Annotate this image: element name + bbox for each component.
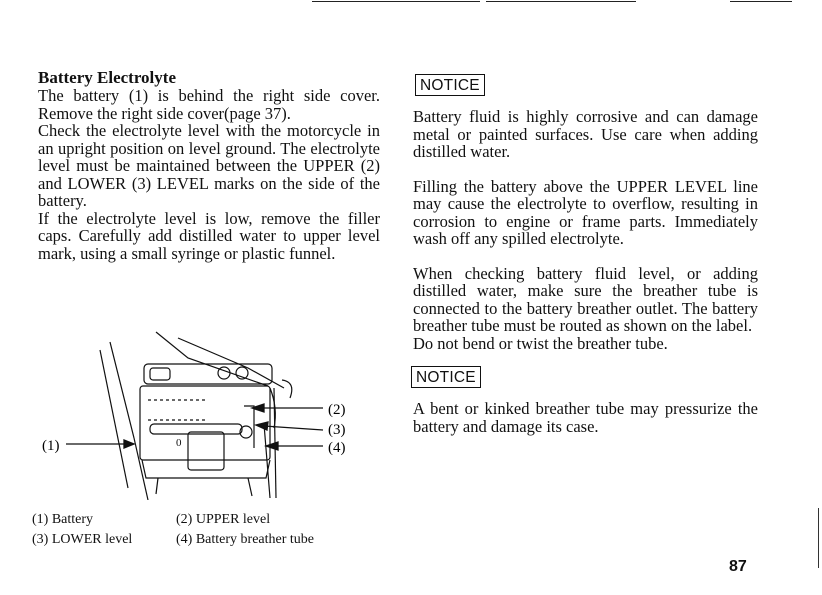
battery-illustration xyxy=(38,328,368,500)
top-rule-left xyxy=(312,1,480,2)
left-paragraph-1: The battery (1) is behind the right side cover. Remove the right side cover(page 37). xyxy=(38,86,380,123)
section-heading: Battery Electrolyte xyxy=(38,68,176,87)
caption-4-num: (4) xyxy=(176,532,193,547)
caption-3-num: (3) xyxy=(32,532,49,547)
battery-illustration-drawing xyxy=(38,328,368,500)
right-paragraph-3: When checking battery fluid level, or adding distilled water, make sure the breather tube is connected to the battery breather outlet. The battery breather tube must be routed as shown on the label. xyxy=(413,263,758,335)
callout-3: (3) xyxy=(328,422,346,438)
caption-4-text: Battery breather tube xyxy=(195,532,314,547)
caption-1-num: (1) xyxy=(32,512,49,527)
caption-2-num: (2) xyxy=(176,512,193,527)
right-column xyxy=(413,72,758,435)
top-rule-far-right xyxy=(730,1,792,2)
notice-label-1: NOTICE xyxy=(415,74,485,96)
callout-2: (2) xyxy=(328,402,346,418)
caption-3 xyxy=(32,530,132,550)
page-number: 87 xyxy=(729,558,747,575)
left-paragraph-3: If the electrolyte level is low, remove the filler caps. Carefully add distilled water to upper level mark, using a small syringe or plastic funnel. xyxy=(38,208,380,263)
left-column xyxy=(38,68,380,262)
page-edge-mark xyxy=(818,508,819,568)
caption-3-text: LOWER level xyxy=(51,532,133,547)
caption-1-text: Battery xyxy=(51,512,94,527)
svg-text:0: 0 xyxy=(176,437,182,449)
right-paragraph-5: A bent or kinked breather tube may pressurize the battery and damage its case. xyxy=(413,399,758,436)
callout-4: (4) xyxy=(328,440,346,456)
left-paragraph-2: Check the electrolyte level with the motorcycle in an upright position on level ground. The electrolyte level must be maintained between the UPPER (2) and LOWER (3) LEVEL marks on the side of the battery. xyxy=(38,121,380,210)
top-rule-right xyxy=(486,1,636,2)
right-paragraph-1: Battery fluid is highly corrosive and can damage metal or painted surfaces. Use care when adding distilled water. xyxy=(413,107,758,161)
callout-1: (1) xyxy=(42,438,60,454)
right-paragraph-2: Filling the battery above the UPPER LEVEL line may cause the electrolyte to overflow, resulting in corrosion to engine or frame parts. Immediately wash off any spilled electrolyte. xyxy=(413,176,758,248)
caption-4 xyxy=(176,530,314,550)
caption-2 xyxy=(176,510,270,530)
notice-label-2: NOTICE xyxy=(411,366,481,388)
caption-1 xyxy=(32,510,93,530)
caption-2-text: UPPER level xyxy=(195,512,271,527)
right-paragraph-4: Do not bend or twist the breather tube. xyxy=(413,333,668,353)
